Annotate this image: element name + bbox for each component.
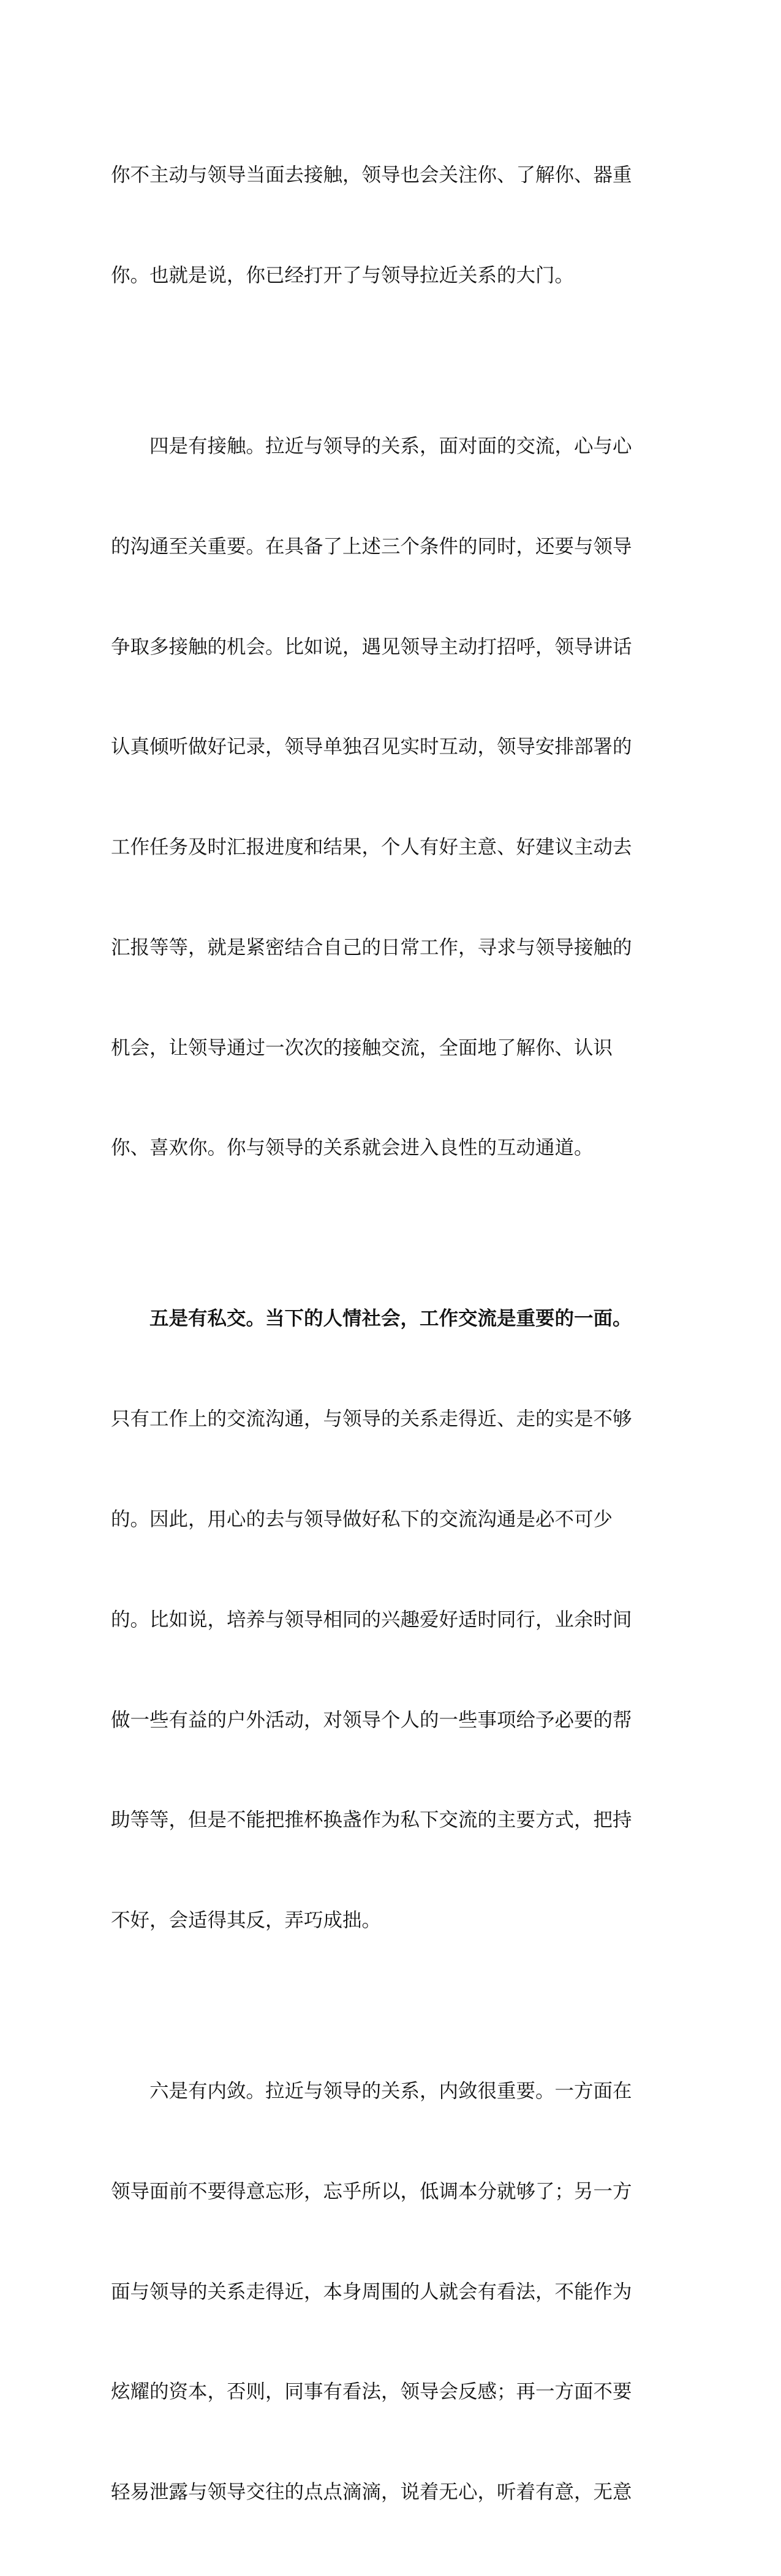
text-line: 轻易泄露与领导交往的点点滴滴，说着无心，听着有意，无意 <box>111 2481 632 2504</box>
text-line: 工作任务及时汇报进度和结果，个人有好主意、好建议主动去 <box>111 836 632 859</box>
text-line: 的。因此，用心的去与领导做好私下的交流沟通是必不可少 <box>111 1508 613 1530</box>
text-line: 面与领导的关系走得近，本身周围的人就会有看法，不能作为 <box>111 2280 632 2303</box>
text-line: 认真倾听做好记录，领导单独召见实时互动，领导安排部署的 <box>111 736 632 758</box>
paragraph-1 <box>111 92 638 359</box>
document-body <box>111 92 638 2576</box>
text-line: 做一些有益的户外活动，对领导个人的一些事项给予必要的帮 <box>111 1709 632 1731</box>
text-line: 不好，会适得其反，弄巧成拙。 <box>111 1909 382 1932</box>
text-line: 争取多接触的机会。比如说，遇见领导主动打招呼，领导讲话 <box>111 635 632 658</box>
text-line: 机会，让领导通过一次次的接触交流，全面地了解你、认识 <box>111 1036 613 1059</box>
text-line: 的沟通至关重要。在具备了上述三个条件的同时，还要与领导 <box>111 535 632 558</box>
text-line: 你。也就是说，你已经打开了与领导拉近关系的大门。 <box>111 264 575 286</box>
text-line: 领导面前不要得意忘形，忘乎所以，低调本分就够了；另一方 <box>111 2180 632 2203</box>
text-line: 只有工作上的交流沟通，与领导的关系走得近、走的实是不够 <box>111 1408 632 1431</box>
text-line: 你不主动与领导当面去接触，领导也会关注你、了解你、器重 <box>111 164 632 187</box>
text-line: 助等等，但是不能把推杯换盏作为私下交流的主要方式，把持 <box>111 1809 632 1832</box>
text-line: 四是有接触。拉近与领导的关系，面对面的交流，心与心 <box>111 435 632 457</box>
paragraph-3 <box>111 1235 638 2004</box>
text-line: 的。比如说，培养与领导相同的兴趣爱好适时同行，业余时间 <box>111 1608 632 1631</box>
text-line: 炫耀的资本，否则，同事有看法，领导会反感；再一方面不要 <box>111 2381 632 2403</box>
paragraph-4 <box>111 2008 638 2576</box>
text-line: 你、喜欢你。你与领导的关系就会进入良性的互动通道。 <box>111 1137 594 1159</box>
text-line-bold: 五是有私交。当下的人情社会，工作交流是重要的一面。 <box>111 1308 632 1330</box>
text-line: 汇报等等，就是紧密结合自己的日常工作，寻求与领导接触的 <box>111 936 632 959</box>
paragraph-2 <box>111 363 638 1232</box>
text-line: 六是有内敛。拉近与领导的关系，内敛很重要。一方面在 <box>111 2080 632 2103</box>
